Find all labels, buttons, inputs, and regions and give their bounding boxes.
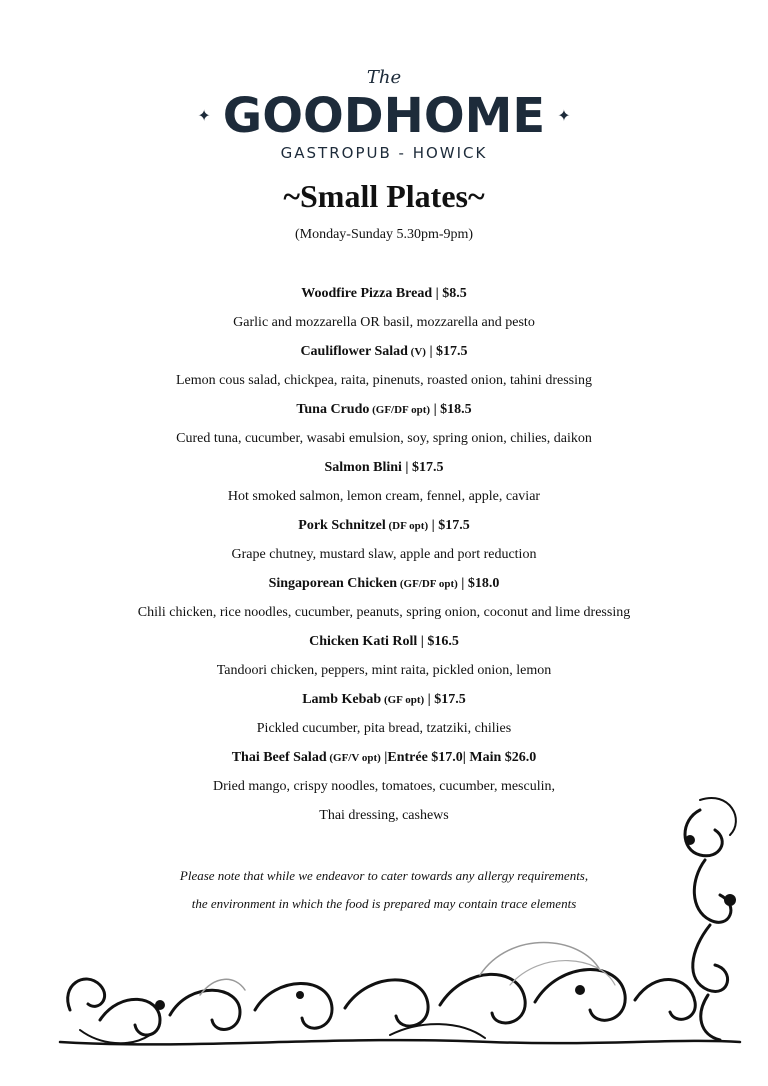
service-hours: (Monday-Sunday 5.30pm-9pm) xyxy=(294,227,474,242)
item-name: Woodfire Pizza Bread xyxy=(301,286,433,301)
logo-subtitle: GASTROPUB - HOWICK xyxy=(280,144,488,162)
menu-item xyxy=(0,632,768,690)
item-description: Tandoori chicken, peppers, mint raita, pickled onion, lemon xyxy=(216,663,552,678)
item-note: (GF opt) xyxy=(381,694,425,706)
menu-item xyxy=(0,574,768,632)
item-description: Pickled cucumber, pita bread, tzatziki, chilies xyxy=(256,721,512,736)
item-description: Hot smoked salmon, lemon cream, fennel, apple, caviar xyxy=(227,489,541,504)
item-description: Grape chutney, mustard slaw, apple and port reduction xyxy=(231,547,537,562)
item-note: (GF/DF opt) xyxy=(369,404,431,416)
page-title: ~Small Plates~ xyxy=(283,178,485,214)
item-note: (GF/V opt) xyxy=(326,752,381,764)
menu-item xyxy=(0,516,768,574)
item-price: | $18.5 xyxy=(430,402,472,417)
item-name: Thai Beef Salad xyxy=(231,750,327,765)
menu-list xyxy=(0,284,768,835)
item-price: | $8.5 xyxy=(432,286,467,301)
allergy-notice-line1: Please note that while we endeavor to cater towards any allergy requirements, xyxy=(179,868,589,883)
item-description: Chili chicken, rice noodles, cucumber, peanuts, spring onion, coconut and lime dressing xyxy=(137,605,631,620)
ornamental-scroll-border xyxy=(40,780,760,1080)
logo-the: The xyxy=(366,67,402,88)
menu-item xyxy=(0,342,768,400)
item-note: (GF/DF opt) xyxy=(397,578,458,590)
item-name: Pork Schnitzel xyxy=(298,518,386,533)
item-name: Lamb Kebab xyxy=(302,692,382,707)
item-price: |Entrée $17.0| Main $26.0 xyxy=(380,750,537,765)
item-price: | $16.5 xyxy=(417,634,459,649)
flourish-right-icon: ✦ xyxy=(557,108,571,125)
restaurant-logo xyxy=(0,68,768,162)
item-note: (DF opt) xyxy=(385,520,429,532)
menu-item xyxy=(0,284,768,342)
item-price: | $17.5 xyxy=(401,460,444,475)
item-name: Salmon Blini xyxy=(324,460,402,475)
menu-item xyxy=(0,690,768,748)
flourish-left-icon: ✦ xyxy=(197,108,211,125)
menu-item xyxy=(0,458,768,516)
item-price: | $17.5 xyxy=(428,518,470,533)
item-description: Dried mango, crispy noodles, tomatoes, cucumber, mesculin, xyxy=(213,779,555,794)
item-name: Tuna Crudo xyxy=(296,402,370,417)
item-price: | $17.5 xyxy=(425,344,468,359)
item-name: Singaporean Chicken xyxy=(268,576,398,591)
item-price: | $17.5 xyxy=(424,692,466,707)
item-note: (V) xyxy=(407,346,426,358)
item-name: Chicken Kati Roll xyxy=(309,634,418,649)
logo-name: GOODHOME xyxy=(222,88,546,144)
allergy-notice-line2: the environment in which the food is prepared may contain trace elements xyxy=(191,896,577,911)
item-description: Garlic and mozzarella OR basil, mozzarella and pesto xyxy=(233,315,535,330)
item-description: Lemon cous salad, chickpea, raita, pinenuts, roasted onion, tahini dressing xyxy=(175,373,592,388)
item-description-continued: Thai dressing, cashews xyxy=(319,808,449,823)
item-name: Cauliflower Salad xyxy=(300,344,408,359)
item-price: | $18.0 xyxy=(457,576,500,591)
item-description: Cured tuna, cucumber, wasabi emulsion, soy, spring onion, chilies, daikon xyxy=(176,431,592,446)
menu-item xyxy=(0,400,768,458)
